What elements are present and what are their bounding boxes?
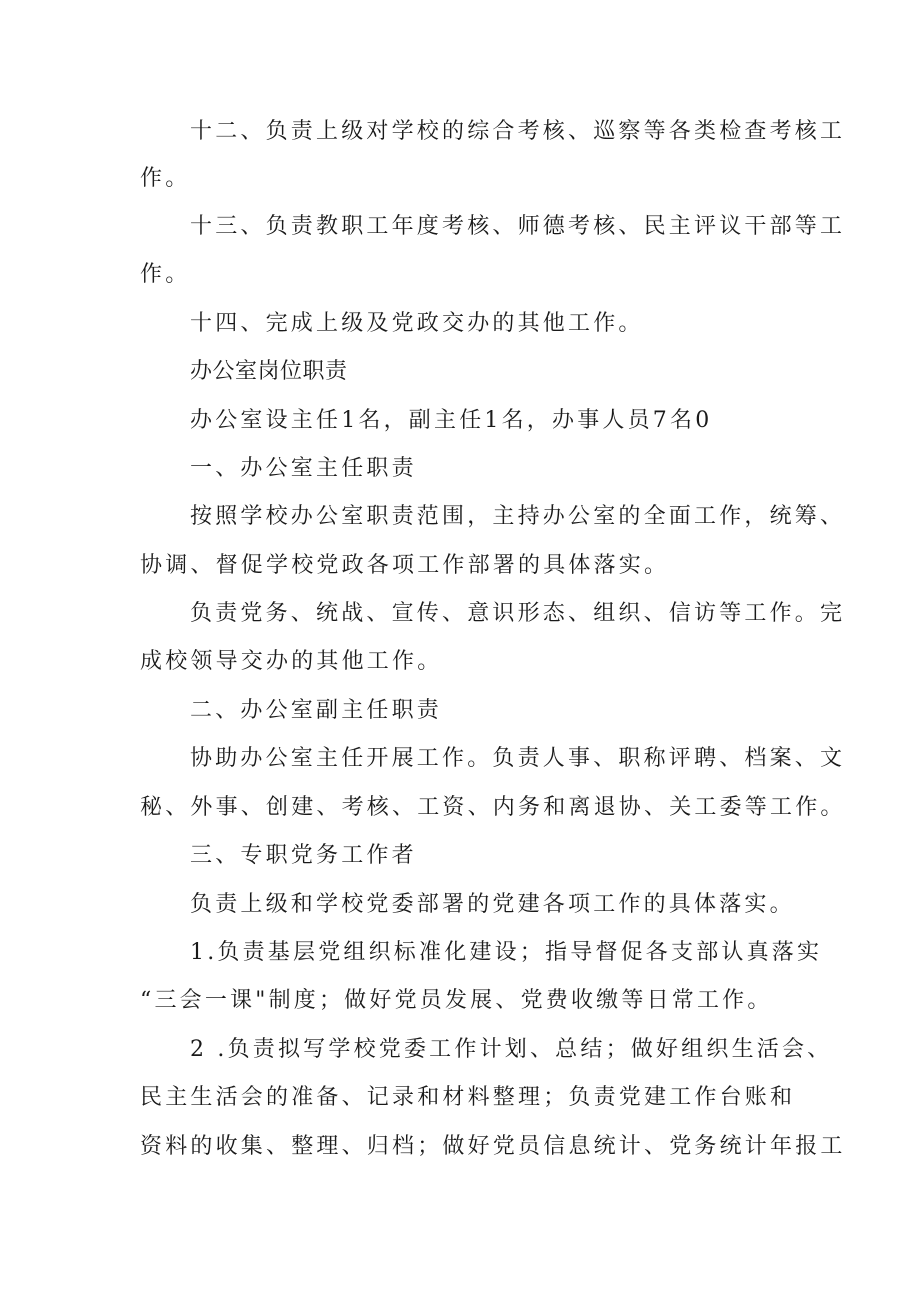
paragraph-line: “三会一课"制度；做好党员发展、党费收缴等日常工作。 [140, 988, 773, 1013]
paragraph-line: 秘、外事、创建、考核、工资、内务和离退协、关工委等工作。 [140, 795, 846, 820]
paragraph-line: 民主生活会的准备、记录和材料整理；负责党建工作台账和 [140, 1085, 796, 1110]
subsection-heading: 二、办公室副主任职责 [190, 698, 443, 723]
paragraph-line: 作。 [140, 166, 191, 191]
subsection-heading: 三、专职党务工作者 [190, 843, 417, 868]
paragraph-line: 十二、负责上级对学校的综合考核、巡察等各类检查考核工 [190, 119, 846, 144]
paragraph-line: 按照学校办公室职责范围，主持办公室的全面工作，统筹、 [190, 504, 846, 529]
paragraph-line: 协调、督促学校党政各项工作部署的具体落实。 [140, 553, 670, 578]
section-heading: 办公室岗位职责 [190, 359, 348, 384]
paragraph-line: 十四、完成上级及党政交办的其他工作。 [190, 311, 644, 336]
paragraph-line: 资料的收集、整理、归档；做好党员信息统计、党务统计年报工 [140, 1134, 846, 1159]
paragraph-line: 负责上级和学校党委部署的党建各项工作的具体落实。 [190, 892, 795, 917]
paragraph-line: 协助办公室主任开展工作。负责人事、职称评聘、档案、文 [190, 746, 846, 771]
paragraph-line: 2 .负责拟写学校党委工作计划、总结；做好组织生活会、 [190, 1037, 833, 1062]
subsection-heading: 一、办公室主任职责 [190, 456, 417, 481]
paragraph-line: 1.负责基层党组织标准化建设；指导督促各支部认真落实 [190, 940, 823, 965]
paragraph-line: 十三、负责教职工年度考核、师德考核、民主评议干部等工 [190, 214, 846, 239]
paragraph-line: 成校领导交办的其他工作。 [140, 649, 443, 674]
paragraph-line: 办公室设主任1名，副主任1名，办事人员7名0 [190, 408, 713, 433]
paragraph-line: 负责党务、统战、宣传、意识形态、组织、信访等工作。完 [190, 601, 846, 626]
paragraph-line: 作。 [140, 262, 191, 287]
